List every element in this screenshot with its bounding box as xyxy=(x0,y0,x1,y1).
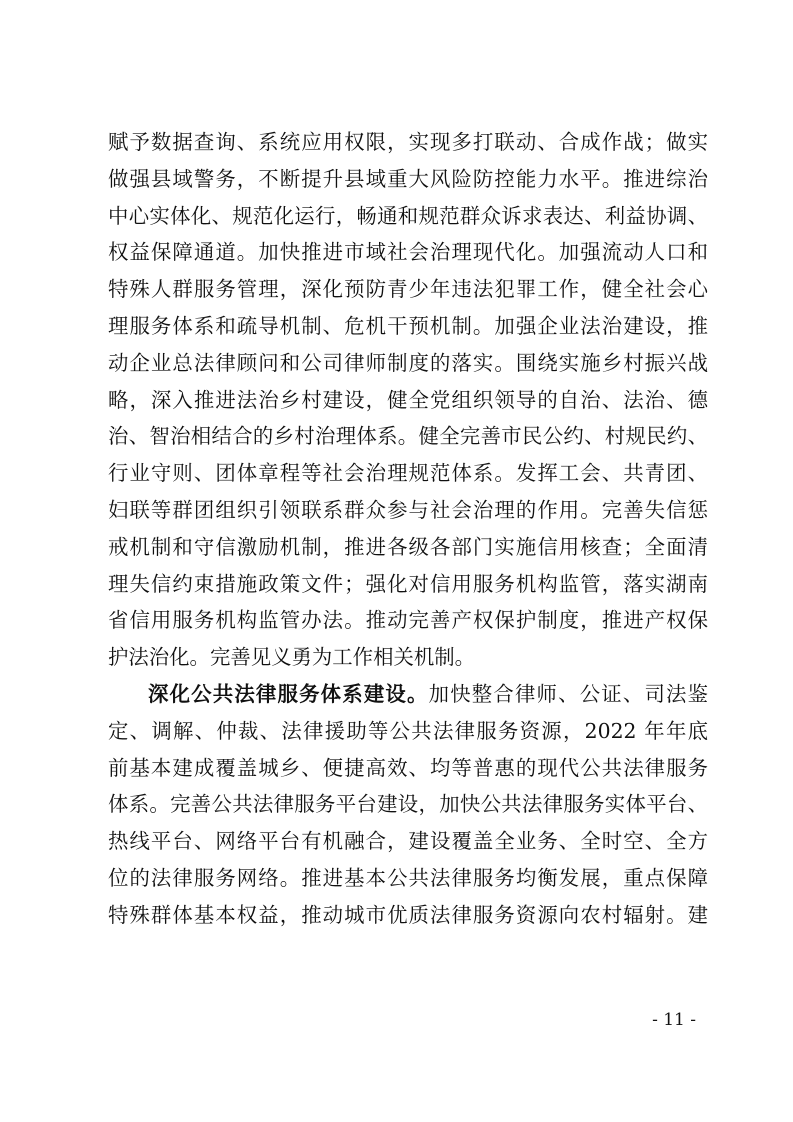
text-line: 妇联等群团组织引领联系群众参与社会治理的作用。完善失信惩 xyxy=(108,497,708,522)
text-line: 前基本建成覆盖城乡、便捷高效、均等普惠的现代公共法律服务 xyxy=(108,755,708,780)
text-line: 定、调解、仲裁、法律援助等公共法律服务资源，2022 年年底 xyxy=(108,718,708,743)
text-line: 体系。完善公共法律服务平台建设，加快公共法律服务实体平台、 xyxy=(108,792,708,817)
paragraph-social-governance xyxy=(108,124,708,676)
text-line: 理服务体系和疏导机制、危机干预机制。加强企业法治建设，推 xyxy=(108,313,708,338)
paragraph-first-line-rest: 加快整合律师、公证、司法鉴 xyxy=(428,681,709,706)
text-line: 护法治化。完善见义勇为工作相关机制。 xyxy=(108,645,476,670)
text-line: 赋予数据查询、系统应用权限，实现多打联动、合成作战；做实 xyxy=(108,130,708,154)
page-number: - 11 - xyxy=(652,1010,696,1030)
text-line: 位的法律服务网络。推进基本公共法律服务均衡发展，重点保障 xyxy=(108,865,708,890)
text-line: 略，深入推进法治乡村建设，健全党组织领导的自治、法治、德 xyxy=(108,387,708,412)
body-text xyxy=(108,124,708,934)
text-line: 戒机制和守信激励机制，推进各级各部门实施信用核查；全面清 xyxy=(108,534,708,559)
text-line-first xyxy=(108,676,708,713)
text-line: 特殊群体基本权益，推动城市优质法律服务资源向农村辐射。建 xyxy=(108,902,708,927)
text-line: 权益保障通道。加快推进市域社会治理现代化。加强流动人口和 xyxy=(108,240,708,265)
text-line: 行业守则、团体章程等社会治理规范体系。发挥工会、共青团、 xyxy=(108,461,708,486)
text-line: 中心实体化、规范化运行，畅通和规范群众诉求表达、利益协调、 xyxy=(108,203,708,228)
paragraph-public-legal-services xyxy=(108,676,708,934)
text-line: 理失信约束措施政策文件；强化对信用服务机构监管，落实湖南 xyxy=(108,571,708,596)
text-line: 省信用服务机构监管办法。推动完善产权保护制度，推进产权保 xyxy=(108,608,708,633)
text-line: 动企业总法律顾问和公司律师制度的落实。围绕实施乡村振兴战 xyxy=(108,350,708,375)
text-line: 做强县域警务，不断提升县域重大风险防控能力水平。推进综治 xyxy=(108,166,708,191)
text-line: 治、智治相结合的乡村治理体系。健全完善市民公约、村规民约、 xyxy=(108,424,708,449)
text-line: 热线平台、网络平台有机融合，建设覆盖全业务、全时空、全方 xyxy=(108,829,708,854)
paragraph-lead-heading: 深化公共法律服务体系建设。 xyxy=(148,681,429,706)
text-line: 特殊人群服务管理，深化预防青少年违法犯罪工作，健全社会心 xyxy=(108,277,708,302)
